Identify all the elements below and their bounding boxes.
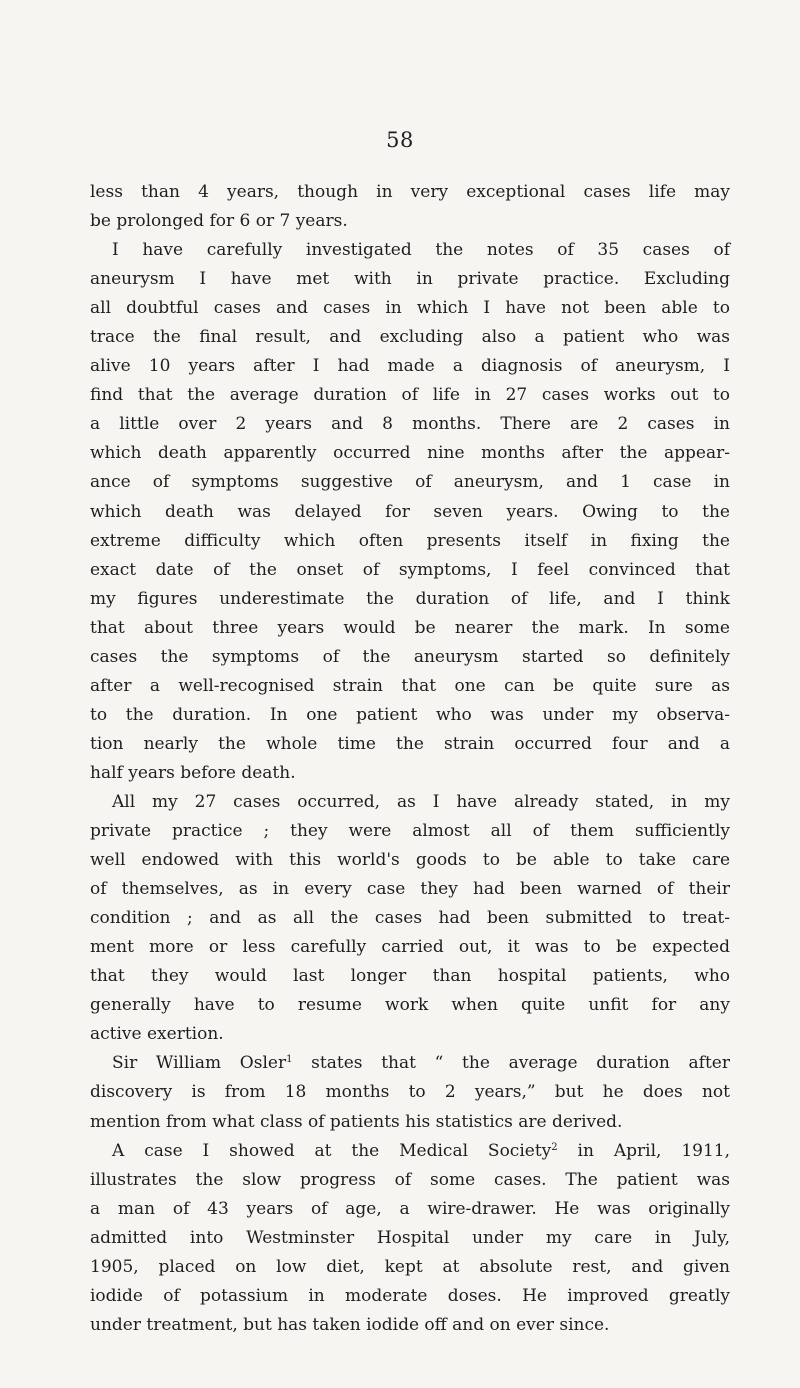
text-line: be prolonged for 6 or 7 years. <box>90 211 348 232</box>
text-line: well endowed with this world's goods to be able to take care <box>90 850 730 871</box>
text-line: under treatment, but has taken iodide off and on ever since. <box>90 1314 610 1335</box>
text-line: condition ; and as all the cases had been submitted to treat- <box>90 908 730 929</box>
text-line: a little over 2 years and 8 months. There are 2 cases in <box>90 414 730 435</box>
text-line: cases the symptoms of the aneurysm started so definitely <box>90 646 730 667</box>
text-line: of themselves, as in every case they had been warned of their <box>90 879 730 900</box>
text-line: a man of 43 years of age, a wire-drawer. He was originally <box>90 1198 730 1219</box>
text-line: aneurysm I have met with in private practice. Excluding <box>90 269 730 290</box>
page-number: 58 <box>386 128 414 152</box>
footnote-ref: 1 <box>286 1054 293 1066</box>
text-span: states that “ the average duration after <box>292 1053 730 1074</box>
text-span: Sir William Osler <box>112 1053 287 1074</box>
footnote-ref: 2 <box>551 1141 558 1153</box>
text-line: which death apparently occurred nine months after the appear- <box>90 443 730 464</box>
text-line: to the duration. In one patient who was under my observa- <box>90 704 730 725</box>
text-line: mention from what class of patients his statistics are derived. <box>90 1111 623 1132</box>
text-span: A case I showed at the Medical Society <box>112 1140 552 1161</box>
text-line: exact date of the onset of symptoms, I feel convinced that <box>90 559 730 580</box>
text-line: trace the final result, and excluding also a patient who was <box>90 327 730 348</box>
text-line: that they would last longer than hospital patients, who <box>90 966 730 987</box>
text-line <box>90 1049 730 1078</box>
text-line: generally have to resume work when quite unfit for any <box>90 995 730 1016</box>
text-line: ment more or less carefully carried out, it was to be expected <box>90 937 730 958</box>
text-line: extreme difficulty which often presents itself in fixing the <box>90 530 730 551</box>
text-line: alive 10 years after I had made a diagnosis of aneurysm, I <box>90 356 730 377</box>
text-line: discovery is from 18 months to 2 years,” but he does not <box>90 1082 730 1103</box>
text-line: after a well-recognised strain that one can be quite sure as <box>90 675 730 696</box>
text-line: half years before death. <box>90 762 296 783</box>
text-line: all doubtful cases and cases in which I have not been able to <box>90 298 730 319</box>
text-line: All my 27 cases occurred, as I have already stated, in my <box>112 791 730 812</box>
text-line: less than 4 years, though in very exceptional cases life may <box>90 182 730 202</box>
text-line: I have carefully investigated the notes of 35 cases of <box>112 240 730 261</box>
text-line: active exertion. <box>90 1024 224 1045</box>
text-line: ance of symptoms suggestive of aneurysm, and 1 case in <box>90 472 730 493</box>
text-line: private practice ; they were almost all of them sufficiently <box>90 821 730 842</box>
text-line: my figures underestimate the duration of life, and I think <box>90 588 730 609</box>
body-text <box>90 178 730 1340</box>
text-span: in April, 1911, <box>557 1140 731 1161</box>
text-line: 1905, placed on low diet, kept at absolute rest, and given <box>90 1256 730 1277</box>
text-line <box>90 1137 730 1166</box>
text-line: iodide of potassium in moderate doses. He improved greatly <box>90 1285 730 1306</box>
text-line: admitted into Westminster Hospital under my care in July, <box>90 1227 730 1248</box>
text-line: that about three years would be nearer the mark. In some <box>90 617 730 638</box>
text-line: illustrates the slow progress of some cases. The patient was <box>90 1169 730 1190</box>
text-line: which death was delayed for seven years. Owing to the <box>90 501 730 522</box>
text-line: tion nearly the whole time the strain occurred four and a <box>90 733 730 754</box>
text-line: find that the average duration of life in 27 cases works out to <box>90 385 730 406</box>
